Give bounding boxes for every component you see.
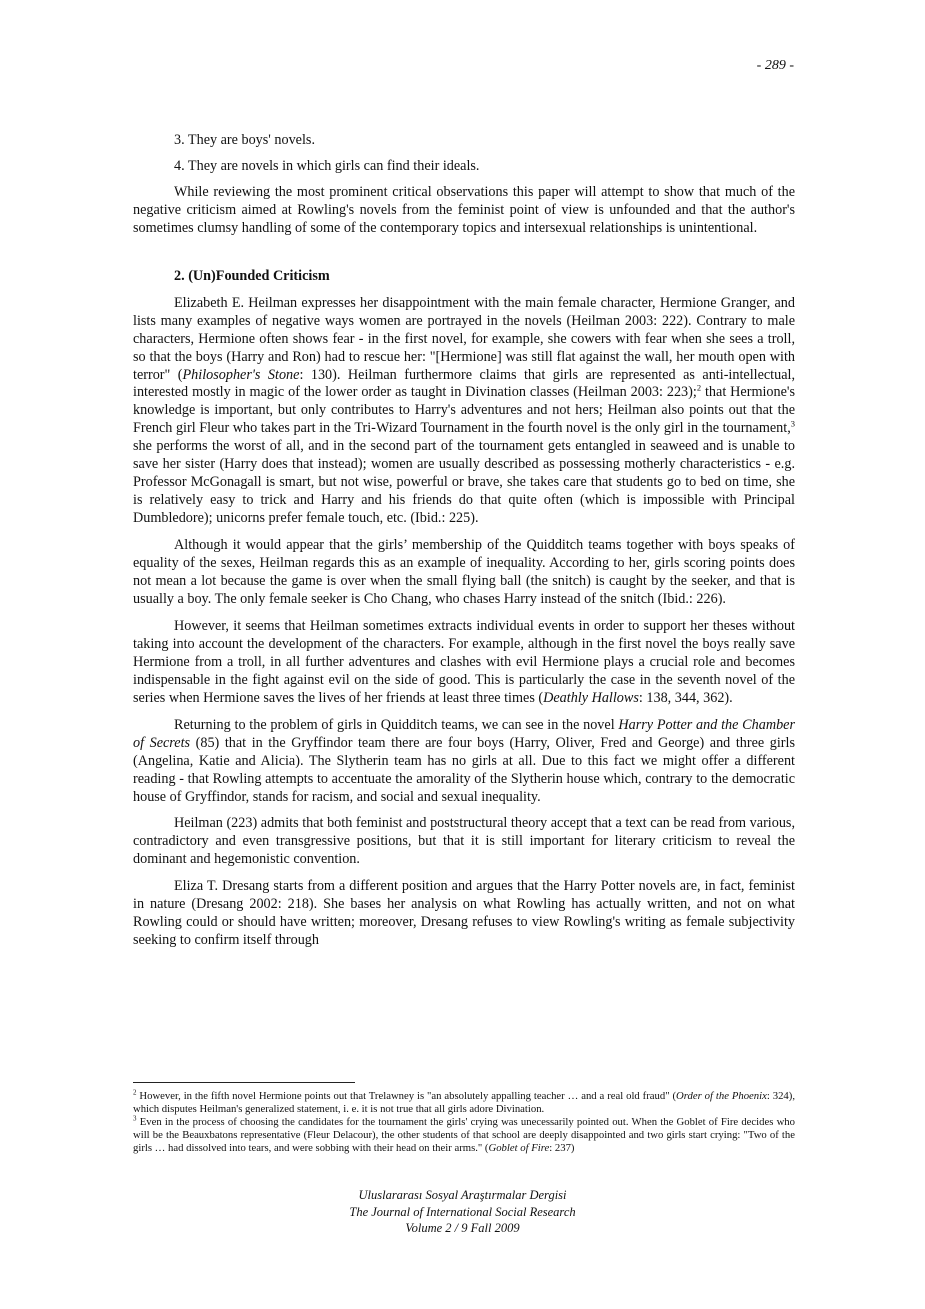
text-run: (85) that in the Gryffindor team there are four boys (Harry, Oliver, Fred and George) and three girls (Angelina, Katie and Alicia). The Slytherin team has no girls at all. Due to this fact we might offer a different reading - that Rowling attempts to accentuate the amorality of the Slytherin house which, contrary to the democratic house of Gryffindor, stands for racism, and social and sexual inequality.	[133, 734, 795, 805]
footnote-divider	[133, 1082, 355, 1083]
journal-footer	[0, 1187, 925, 1237]
section-heading: 2. (Un)Founded Criticism	[174, 267, 330, 284]
journal-volume: Volume 2 / 9 Fall 2009	[405, 1221, 520, 1235]
intro-paragraph: While reviewing the most prominent critical observations this paper will attempt to show that much of the negative criticism aimed at Rowling's novels from the feminist point of view is unfounded and that the author's sometimes clumsy handling of some of the contemporary topics and intersexual relationships is unintentional.	[133, 183, 795, 236]
body-text	[133, 132, 795, 959]
text-run: However, in the fifth novel Hermione points out that Trelawney is "an absolutely appalling teacher … and a real old fraud" (	[136, 1090, 677, 1102]
paragraph-returning	[133, 717, 795, 807]
journal-title-tr: Uluslararası Sosyal Araştırmalar Dergisi	[358, 1188, 567, 1202]
paragraph-heilman-admits: Heilman (223) admits that both feminist and poststructural theory accept that a text can be read from various, contradictory and even transgressive positions, but that it is still important for literary criticism to reveal the dominant and hegemonistic convention.	[133, 815, 795, 868]
text-run: she performs the worst of all, and in the second part of the tournament gets entangled in seaweed and is unable to save her sister (Harry does that instead); women are usually described as possessing motherly characteristics - e.g. Professor McGonagall is smart, but not wise, powerful or brave, she takes care that students go to bed on time, she is relatively easy to trick and Harry and his friends do that quite often (which is impossible with Principal Dumbledore); unicorns prefer female touch, etc. (Ibid.: 225).	[133, 438, 795, 527]
journal-title-en: The Journal of International Social Research	[349, 1204, 576, 1219]
list-item-4: 4. They are novels in which girls can find their ideals.	[174, 157, 480, 174]
text-run: Elizabeth E. Heilman expresses her disappointment with the main female character, Hermione Granger, and lists many examples of negative ways women are portrayed in the novels (Heilman 2003: 222). Contrary to male characters, Hermione often shows fear - in the first novel, for example, she cowers with fear when she sees a troll, so that the boys (Harry and Ron) had to rescue her: "[Hermione] was still flat against the wall, her mouth open with terror" (	[133, 294, 795, 383]
footnote-number: 3	[133, 1114, 137, 1123]
text-run: : 237)	[549, 1142, 575, 1155]
book-title: Philosopher's Stone	[182, 366, 300, 383]
text-run: that Hermione's knowledge is important, but only contributes to Harry's adventures and not hers; Heilman also points out that the French girl Fleur who takes part in the Tri-Wizard Tournament in the fourth novel is the only girl in the tournament,	[133, 384, 795, 437]
book-title: Deathly Hallows	[543, 689, 639, 706]
text-run: : 324), which disputes Heilman's generalized statement, i. e. it is not true that all girls adore Divination.	[133, 1090, 796, 1116]
paragraph-heilman	[133, 295, 795, 528]
book-title: Goblet of Fire	[488, 1142, 550, 1155]
paragraph-quidditch: Although it would appear that the girls’ membership of the Quidditch teams together with boys speaks of equality of the sexes, Heilman regards this as an example of inequality. According to her, girls scoring points does not mean a lot because the game is over when the small flying ball (the snitch) is caught by the seeker, and that is usually a boy. The only female seeker is Cho Chang, who chases Harry instead of the snitch (Ibid.: 226).	[133, 537, 795, 607]
text-run: : 138, 344, 362).	[638, 689, 733, 706]
page-number: - 289 -	[756, 58, 794, 73]
footnote-ref-2: 2	[696, 382, 702, 393]
footnote-2	[133, 1090, 795, 1116]
text-run: Even in the process of choosing the candidates for the tournament the girls' crying was unecessarily pointed out. When the Goblet of Fire decides who will be the Beauxbatons representative (Fleur Delacour), the other students of that school are deeply disappointed and two girls start crying: "Two of the girls … had dissolved into tears, and were sobbing with their head on their arms." (	[133, 1116, 795, 1155]
footnotes	[133, 1090, 795, 1155]
book-title: Order of the Phoenix	[676, 1090, 767, 1102]
book-title: Harry Potter and the Chamber of Secrets	[133, 716, 795, 751]
text-run: However, it seems that Heilman sometimes extracts individual events in order to support her theses without taking into account the development of the characters. For example, although in the first novel the boys really save Hermione from a troll, in all further adventures and clashes with evil Hermione plays a crucial role and becomes indispensable in the fight against evil on the side of good. This is particularly the case in the seventh novel of the series when Hermione saves the lives of her friends at least three times (	[133, 617, 795, 706]
footnote-number: 2	[133, 1088, 137, 1097]
footnote-ref-3: 3	[790, 418, 795, 429]
footnote-3	[133, 1116, 795, 1155]
paragraph-however	[133, 618, 795, 708]
text-run: Returning to the problem of girls in Quidditch teams, we can see in the novel	[174, 716, 619, 733]
paragraph-dresang: Eliza T. Dresang starts from a different position and argues that the Harry Potter novels are, in fact, feminist in nature (Dresang 2002: 218). She bases her analysis on what Rowling has actually written, and not on what Rowling could or should have written; moreover, Dresang refuses to view Rowling's writing as female subjectivity seeking to confirm itself through	[133, 878, 795, 949]
text-run: : 130). Heilman furthermore claims that girls are represented as anti-intellectual, interested mostly in magic of the lower order as taught in Divination classes (Heilman 2003: 223);	[133, 366, 795, 401]
list-item-3: 3. They are boys' novels.	[174, 132, 315, 148]
